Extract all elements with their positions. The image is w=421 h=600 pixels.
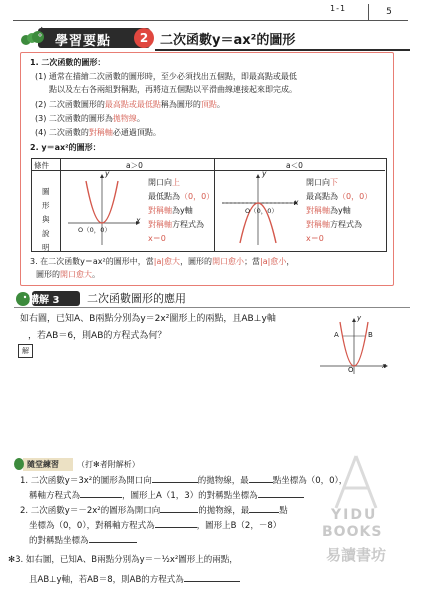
text: 點 — [279, 506, 288, 516]
text: 方程式為 — [172, 220, 204, 229]
axis-label-x: x — [382, 362, 387, 370]
text: 開口向 — [148, 178, 172, 187]
point2-line — [35, 98, 225, 111]
text: 方程式為 — [330, 220, 362, 229]
table-header-condition: 條件 — [34, 161, 49, 170]
section-number: 1-1 — [330, 4, 347, 13]
text: 坐標為（0，0），對稱軸方程式為 — [29, 521, 155, 531]
text: 稱為圖形的 — [160, 100, 201, 109]
equation-text: x＝0 — [306, 234, 324, 243]
watermark-text: BOOKS — [322, 524, 383, 540]
text: 稱軸方程式為 — [29, 491, 81, 501]
highlight-text: 上 — [172, 178, 180, 187]
text: 。 — [216, 100, 225, 109]
point1-line1: (1) 通常在描繪二次函數的圖形時，至少必須找出五個點，即最高點或最低 — [35, 72, 297, 81]
negative-description — [306, 176, 372, 246]
text: 最高點為 — [306, 192, 338, 201]
text: 最低點為 — [148, 192, 180, 201]
highlight-text: 頂點 — [200, 100, 217, 109]
answer-blank[interactable] — [152, 482, 198, 483]
axis-label-y: y — [262, 169, 267, 178]
text: 點坐標為（0，0）， — [272, 476, 348, 486]
text: 的對稱點坐標為 — [29, 536, 89, 546]
text: 圖形的 — [36, 270, 60, 279]
origin-label: O（0，0） — [78, 226, 111, 234]
text: ， — [286, 257, 295, 266]
answer-label: 解 — [18, 344, 33, 358]
highlight-text: 對稱軸 — [306, 206, 330, 215]
text: (3) 二次函數的圖形為 — [35, 114, 113, 123]
axis-label-x: x — [294, 198, 299, 207]
highlight-text: 下 — [330, 178, 338, 187]
text: 。 — [136, 114, 145, 123]
table-rule — [60, 158, 61, 251]
text: 且AB⊥y軸，若AB＝8，則AB的方程式為 — [29, 575, 184, 585]
practice-note: （打✻者附解析） — [77, 460, 140, 469]
axis-label-x: x — [136, 216, 141, 225]
table-header-positive: a＞0 — [126, 161, 143, 170]
text: ，圖形的 — [180, 257, 213, 266]
text: 3. 在二次函數y＝ax²的圖形中，當 — [30, 257, 154, 266]
upward-parabola-graph — [64, 173, 140, 247]
practice-q2-line3 — [29, 533, 137, 550]
equation-text: x＝0 — [148, 234, 166, 243]
header-rule — [13, 20, 408, 21]
point4-line — [35, 126, 161, 139]
point1-heading: 1. 二次函數的圖形： — [30, 58, 106, 67]
problem-line2: ，若AB＝6，則AB的方程式為何？ — [28, 331, 167, 341]
practice-q3-line2 — [29, 572, 240, 589]
answer-blank[interactable] — [258, 497, 304, 498]
answer-blank[interactable] — [80, 497, 122, 498]
text: ；當 — [244, 257, 261, 266]
answer-blank[interactable] — [184, 581, 240, 582]
caterpillar-mascot-icon — [20, 25, 46, 49]
highlight-text: 開口愈大 — [60, 270, 92, 279]
highlight-text: 最高點或最低點 — [104, 100, 161, 109]
text: (4) 二次函數的 — [35, 128, 89, 137]
point-b-label: B — [368, 331, 373, 339]
answer-blank[interactable] — [89, 542, 137, 543]
title-rule — [155, 49, 410, 51]
point1-line2: 點以及左右各兩組對稱點，再將這五個點以平滑曲線連接起來即完成。 — [49, 85, 297, 94]
page-number: 5 — [368, 4, 409, 20]
text: ，圖形上A（1，3）的對稱點坐標為 — [122, 491, 258, 501]
text: 必通過頂點。 — [112, 128, 161, 137]
text: 的拋物線，最 — [198, 506, 250, 516]
text: 1. 二次函數y＝3x²的圖形為開口向 — [20, 476, 152, 486]
point-3-line1 — [30, 255, 294, 268]
watermark-text: YIDU — [331, 507, 378, 523]
positive-description — [148, 176, 214, 246]
text: 2. 二次函數y＝－2x²的圖形為開口向 — [20, 506, 161, 516]
section-rule — [14, 307, 410, 308]
highlight-text: 對稱軸 — [148, 220, 172, 229]
text: 。 — [92, 270, 100, 279]
axis-label-y: y — [357, 314, 362, 322]
highlight-text: 對稱軸 — [306, 220, 330, 229]
answer-blank[interactable] — [155, 527, 197, 528]
practice-mascot-icon — [14, 458, 24, 470]
lesson-title: 二次函數圖形的應用 — [87, 292, 186, 305]
table-header-negative: a＜0 — [286, 161, 303, 170]
origin-label: O（0，0） — [245, 207, 278, 215]
problem-line1: 如右圖，已知A、B兩點分別為y＝2x²圖形上的兩點，且AB⊥y軸 — [20, 314, 276, 324]
highlight-text: |a|愈小 — [260, 257, 287, 266]
problem-parabola-graph — [318, 318, 390, 376]
topic-number-badge: 2 — [134, 28, 154, 48]
point3-line — [35, 112, 145, 125]
text: (2) 二次函數圖形的 — [35, 100, 105, 109]
axis-label-y: y — [105, 169, 110, 178]
highlight-text: 開口愈小 — [212, 257, 245, 266]
practice-badge-label: 隨堂練習 — [27, 460, 59, 469]
text: 的拋物線，最 — [197, 476, 249, 486]
highlight-text: |a|愈大 — [153, 257, 181, 266]
watermark-logo-icon — [326, 452, 386, 512]
title-banner-label: 學習要點 — [55, 34, 112, 49]
point-3-line2 — [36, 268, 100, 281]
point-b-heading: 2. y＝ax²的圖形： — [30, 143, 101, 152]
highlight-text: 拋物線 — [112, 114, 137, 123]
point-a-label: A — [334, 331, 339, 339]
text: 為y軸 — [172, 206, 193, 215]
highlight-text: 對稱軸 — [88, 128, 113, 137]
highlight-text: 對稱軸 — [148, 206, 172, 215]
highlight-text: （0，0） — [180, 192, 215, 201]
answer-blank[interactable] — [160, 512, 198, 513]
practice-q3-line1: ✻3. 如右圖，已知A、B兩點分別為y＝－½x²圖形上的兩點， — [8, 555, 238, 565]
page-title: 二次函數y＝ax²的圖形 — [160, 33, 296, 48]
text: 為y軸 — [330, 206, 351, 215]
table-rule — [31, 170, 385, 171]
answer-blank[interactable] — [249, 482, 273, 483]
answer-blank[interactable] — [249, 512, 279, 513]
text: 開口向 — [306, 178, 330, 187]
highlight-text: （0，0） — [338, 192, 373, 201]
watermark-text: 易讀書坊 — [326, 546, 387, 564]
text: ，圖形上B（2，－8） — [196, 521, 282, 531]
origin-label: O — [348, 366, 354, 374]
lesson-badge-label: 講解 3 — [29, 295, 60, 306]
table-row-label: 圖形與說明 — [42, 187, 50, 252]
